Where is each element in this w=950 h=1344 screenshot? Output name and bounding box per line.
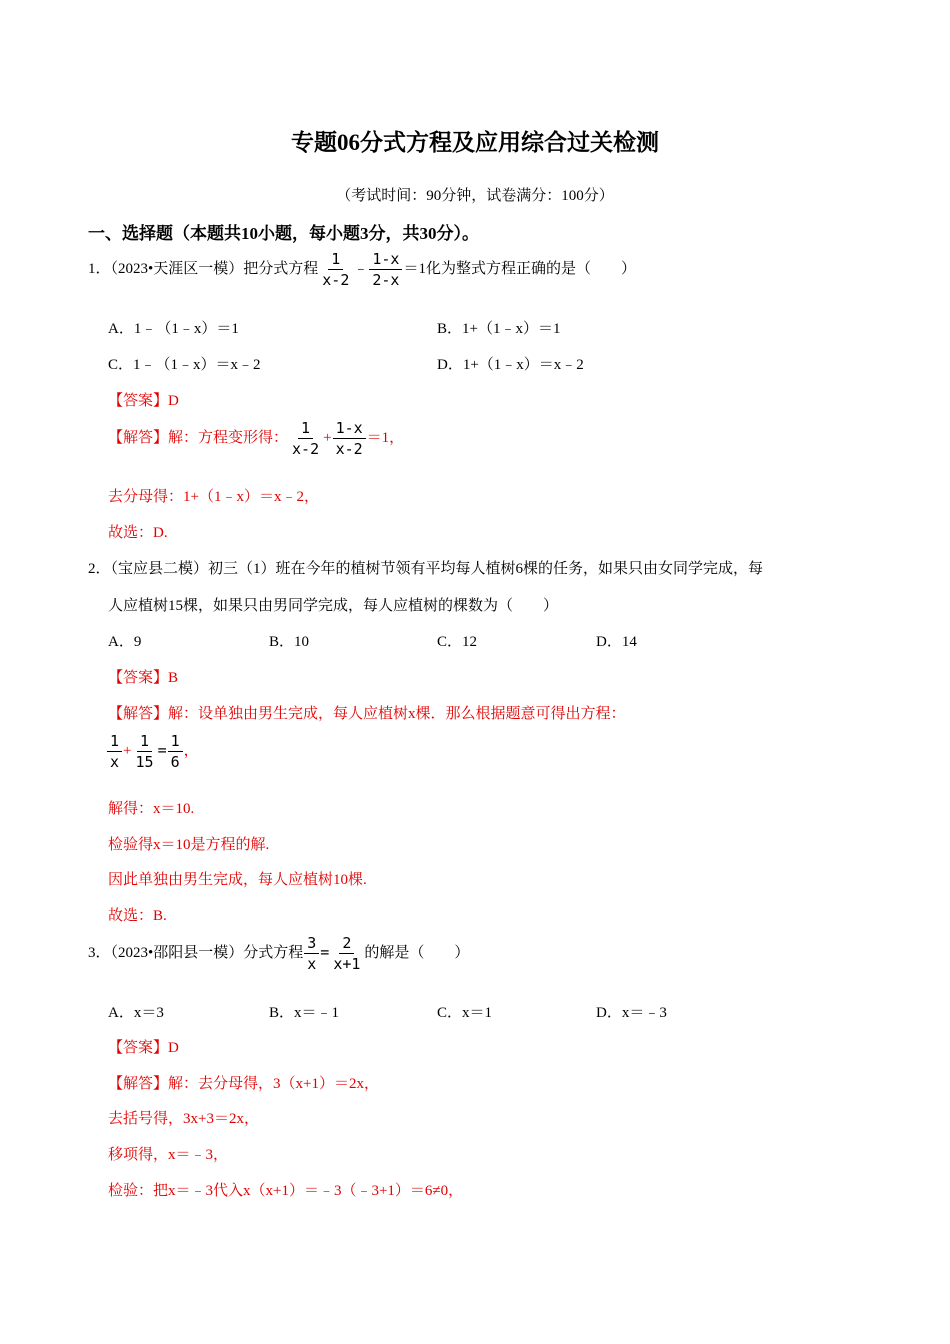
q2-solution-line-3: 检验得x＝10是方程的解. <box>108 837 270 853</box>
q2-eq-fraction-1: $\frac{1}{x}$ <box>107 733 122 770</box>
q2-solution-line-5: 故选：B. <box>108 908 167 924</box>
q1-solution-line-3: 故选：D. <box>108 525 168 541</box>
q3-answer: 【答案】D <box>108 1040 179 1056</box>
q2-eq-fraction-3: $\frac{1}{6}$ <box>168 733 183 770</box>
q1-option-d: D．1+（1﹣x）＝x﹣2 <box>437 357 584 373</box>
q1-stem <box>88 251 636 288</box>
q3-solution-line-1: 【解答】解：去分母得，3（x+1）＝2x， <box>108 1076 379 1092</box>
page-title: 专题06分式方程及应用综合过关检测 <box>291 130 659 155</box>
q2-solution-line-2: 解得：x＝10. <box>108 801 195 817</box>
q2-solution-line-1: 【解答】解：设单独由男生完成，每人应植树x棵．那么根据题意可得出方程： <box>108 706 626 722</box>
q3-option-a: A．x＝3 <box>108 1005 164 1021</box>
q1-solution-fraction-2: $\frac{1-x}{x-2}$ <box>333 420 366 457</box>
q1-option-b: B．1+（1﹣x）＝1 <box>437 321 561 337</box>
q2-equation: $\frac{1}{x}$ + $\frac{1}{15}$ = $\frac{1}{6}$ ， <box>106 733 199 770</box>
q2-option-a: A．9 <box>108 634 142 650</box>
q1-option-c: C．1﹣（1﹣x）＝x﹣2 <box>108 357 261 373</box>
q2-solution-line-4: 因此单独由男生完成，每人应植树10棵. <box>108 872 367 888</box>
q1-fraction-2: $\frac{1-x}{2-x}$ <box>369 251 402 288</box>
q2-option-c: C．12 <box>437 634 478 650</box>
q2-eq-fraction-2: $\frac{1}{15}$ <box>135 732 154 771</box>
q3-solution-line-4: 检验：把x＝﹣3代入x（x+1）＝﹣3（﹣3+1）＝6≠0， <box>108 1183 464 1199</box>
q3-fraction-2: $\frac{2}{x+1}$ <box>333 934 361 973</box>
q1-suffix: ＝1化为整式方程正确的是（ ） <box>403 260 636 277</box>
section-heading: 一、选择题（本题共10小题，每小题3分，共30分）。 <box>88 224 479 243</box>
q3-fraction-1: $\frac{3}{x}$ <box>304 935 319 972</box>
exam-info: （考试时间：90分钟，试卷满分：100分） <box>336 188 614 204</box>
q1-prefix: 1．（2023•天涯区一模）把分式方程 <box>88 260 319 277</box>
q3-option-d: D．x＝﹣3 <box>596 1005 667 1021</box>
q2-option-d: D．14 <box>596 634 637 650</box>
q3-solution-line-2: 去括号得，3x+3＝2x， <box>108 1111 259 1127</box>
q1-minus: ﹣ <box>353 260 369 277</box>
q3-option-b: B．x＝﹣1 <box>269 1005 340 1021</box>
q3-option-c: C．x＝1 <box>437 1005 493 1021</box>
q3-solution-line-3: 移项得，x＝﹣3， <box>108 1147 229 1163</box>
q1-answer: 【答案】D <box>108 393 179 409</box>
q1-solution-line-2: 去分母得：1+（1﹣x）＝x﹣2， <box>108 489 319 505</box>
q1-option-a: A．1﹣（1﹣x）＝1 <box>108 321 239 337</box>
q2-option-b: B．10 <box>269 634 310 650</box>
q2-answer: 【答案】B <box>108 670 179 686</box>
q3-stem: 3．（2023•邵阳县一模）分式方程 $\frac{3}{x}$ = $\frac{2}{x+1}$ 的解是（ ） <box>88 934 470 973</box>
q2-stem-line-2: 人应植树15棵，如果只由男同学完成，每人应植树的棵数为（ ） <box>108 598 559 614</box>
q1-solution-line-1: 【解答】解：方程变形得： $\frac{1}{x-2}$ + $\frac{1-x}{x-2}$ ＝1， <box>108 419 405 458</box>
q2-stem-line-1: 2．（宝应县二模）初三（1）班在今年的植树节领有平均每人植树6棵的任务，如果只由女同学完成，每 <box>88 561 764 577</box>
q1-solution-fraction-1: $\frac{1}{x-2}$ <box>292 419 320 458</box>
q1-fraction-1: $\frac{1}{x-2}$ <box>322 250 350 289</box>
